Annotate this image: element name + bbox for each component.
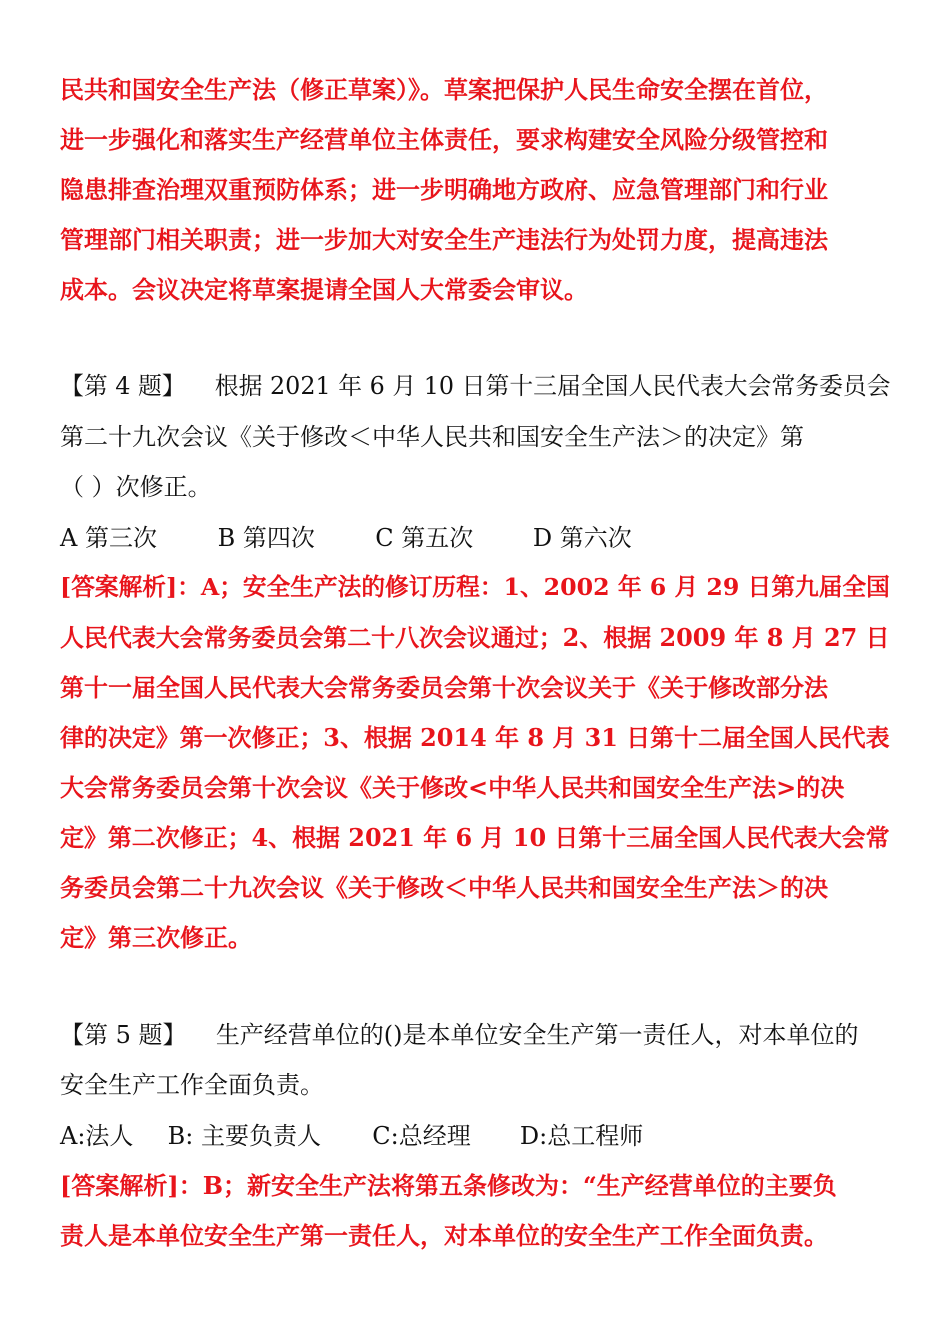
q4-stem-line-1	[60, 367, 891, 401]
intro-line-5: 成本。会议决定将草案提请全国人大常委会审议。	[60, 275, 588, 304]
q5-option-a: A:法人	[60, 1122, 134, 1150]
intro-line-4: 管理部门相关职责；进一步加大对安全生产违法行为处罚力度，提高违法	[60, 225, 828, 254]
q5-answer-line-2: 责人是本单位安全生产第一责任人，对本单位的安全生产工作全面负责。	[60, 1221, 828, 1250]
q4-answer-line-7: 务委员会第二十九次会议《关于修改＜中华人民共和国安全生产法＞的决	[60, 873, 828, 902]
q4-answer-line-8: 定》第三次修正。	[60, 923, 252, 952]
q4-option-b: B 第四次	[217, 524, 315, 552]
q4-answer-line-3: 第十一届全国人民代表大会常务委员会第十次会议关于《关于修改部分法	[60, 673, 828, 702]
q5-options	[60, 1116, 643, 1151]
q5-option-c: C:总经理	[372, 1122, 471, 1150]
q5-answer-line-1: [答案解析]：B；新安全生产法将第五条修改为：“生产经营单位的主要负	[60, 1171, 837, 1200]
q5-option-b: B: 主要负责人	[167, 1122, 321, 1150]
q4-answer-line-1: [答案解析]：A；安全生产法的修订历程：1、2002 年 6 月 29 日第九届全国	[60, 573, 890, 601]
q4-stem-line-2: 第二十九次会议《关于修改＜中华人民共和国安全生产法＞的决定》第	[60, 423, 804, 451]
q5-option-d: D:总工程师	[519, 1122, 644, 1150]
q5-stem-line-1	[60, 1015, 859, 1050]
q4-answer-line-2: 人民代表大会常务委员会第二十八次会议通过；2、根据 2009 年 8 月 27 日	[60, 624, 890, 652]
intro-line-1: 民共和国安全生产法（修正草案）》。草案把保护人民生命安全摆在首位，	[60, 75, 828, 104]
q5-label: 【第 5 题】	[60, 1021, 187, 1049]
q5-stem-line-2: 安全生产工作全面负责。	[60, 1071, 324, 1099]
q4-stem-line-3: （ ）次修正。	[60, 473, 212, 501]
q4-stem-text-1: 根据 2021 年 6 月 10 日第十三届全国人民代表大会常务委员会	[214, 372, 891, 400]
q4-options	[60, 518, 632, 553]
q4-answer-line-4: 律的决定》第一次修正；3、根据 2014 年 8 月 31 日第十二届全国人民代表	[60, 724, 890, 752]
intro-line-3: 隐患排查治理双重预防体系；进一步明确地方政府、应急管理部门和行业	[60, 175, 828, 204]
q4-answer-line-5: 大会常务委员会第十次会议《关于修改<中华人民共和国安全生产法>的决	[60, 773, 845, 802]
intro-line-2: 进一步强化和落实生产经营单位主体责任，要求构建安全风险分级管控和	[60, 125, 828, 154]
q4-answer-line-6: 定》第二次修正；4、根据 2021 年 6 月 10 日第十三届全国人民代表大会常	[60, 824, 890, 852]
q4-option-c: C 第五次	[375, 524, 474, 552]
q4-label: 【第 4 题】	[60, 372, 186, 400]
q4-option-d: D 第六次	[532, 524, 632, 552]
q5-stem-text-1: 生产经营单位的()是本单位安全生产第一责任人，对本单位的	[215, 1021, 859, 1049]
q4-option-a: A 第三次	[60, 524, 157, 552]
